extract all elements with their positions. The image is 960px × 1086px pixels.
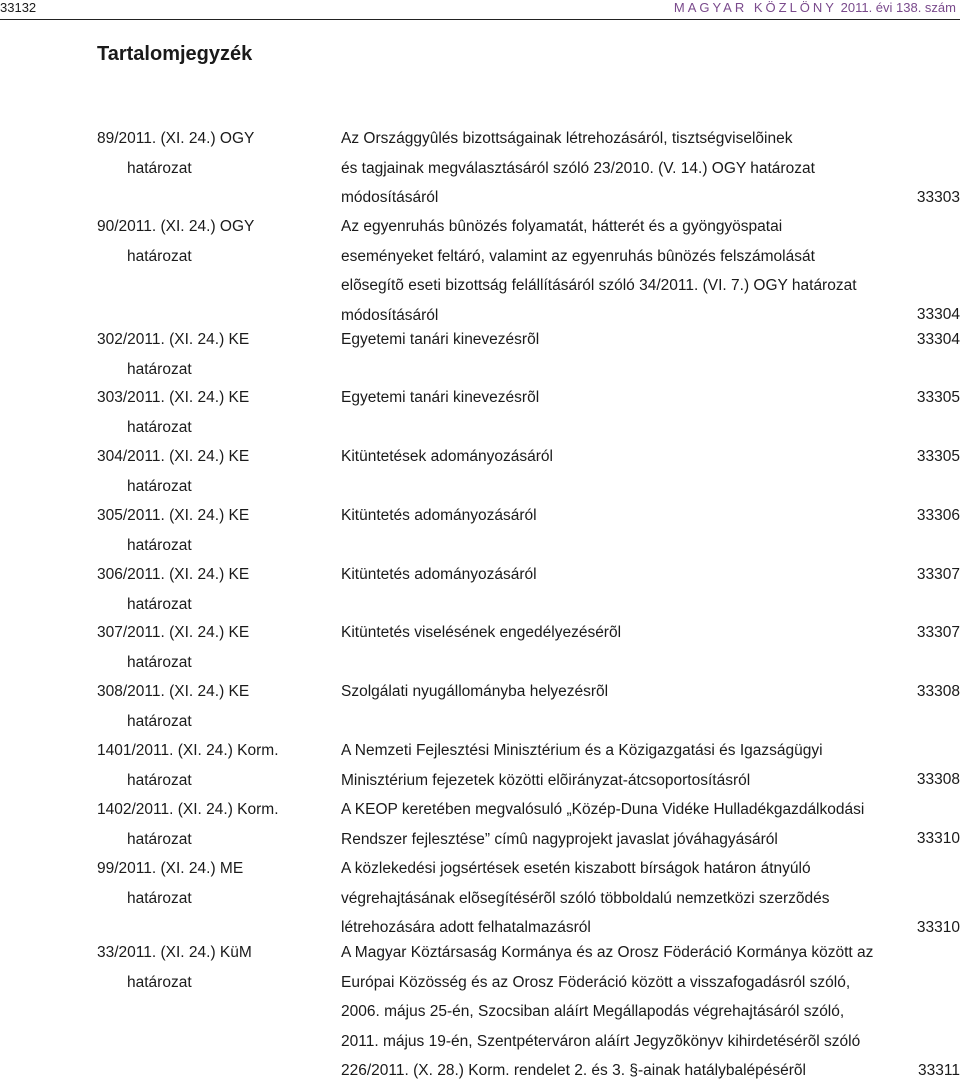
entry-reference	[97, 501, 317, 560]
entry-reference	[97, 736, 317, 795]
entry-description: A Magyar Köztársaság Kormánya és az Orosz Föderáció Kormánya között az Európai Közösség és az Orosz Föderáció között a visszafogadásról szóló, 2006. május 25-én, Szocsiban aláírt Megállapodás végrehajtásáról szóló, 2011. május 19-én, Szentpéterváron aláírt Jegyzõkönyv kihirdetésérõl szóló 226/2011. (X. 28.) Korm. rendelet 2. és 3. §-ainak hatálybalépésérõl	[341, 944, 874, 1079]
issue-info: 2011. évi 138. szám	[840, 0, 956, 15]
toc-entry	[97, 325, 960, 384]
entry-page: 33304	[916, 331, 960, 348]
entry-reference	[97, 560, 317, 619]
entry-reference	[97, 442, 317, 501]
toc-entry	[97, 501, 960, 560]
entry-kind: határozat	[127, 830, 192, 848]
toc-entry	[97, 938, 960, 1086]
entry-reference	[97, 938, 317, 997]
entry-page: 33305	[916, 448, 960, 465]
entry-kind: határozat	[127, 973, 192, 991]
page-header	[0, 0, 960, 20]
entry-number: 306/2011. (XI. 24.) KE	[97, 566, 250, 583]
entry-number: 305/2011. (XI. 24.) KE	[97, 507, 250, 524]
entry-description: Szolgálati nyugállományba helyezésrõl	[341, 683, 609, 700]
entry-number: 99/2011. (XI. 24.) ME	[97, 860, 244, 877]
entry-page: 33308	[916, 771, 960, 788]
entry-description: Kitüntetések adományozásáról	[341, 448, 553, 465]
entry-description: Az egyenruhás bûnözés folyamatát, hátterét és a gyöngyöspatai eseményeket feltáró, valamint az egyenruhás bûnözés felszámolását elõsegítõ eseti bizottság felállításáról szóló 34/2011. (VI. 7.) OGY határozat módosításáról	[341, 218, 857, 324]
toc-entry	[97, 124, 960, 213]
entry-kind: határozat	[127, 360, 192, 378]
entry-page: 33311	[918, 1062, 960, 1079]
entry-number: 1401/2011. (XI. 24.) Korm.	[97, 742, 279, 759]
page-title: Tartalomjegyzék	[97, 43, 253, 65]
entry-description: Az Országgyûlés bizottságainak létrehozásáról, tisztségviselõinek és tagjainak megválasztásáról szóló 23/2010. (V. 14.) OGY határozat módosításáról	[341, 130, 815, 206]
entry-kind: határozat	[127, 477, 192, 495]
entry-kind: határozat	[127, 653, 192, 671]
entry-description: A közlekedési jogsértések esetén kiszabott bírságok határon átnyúló végrehajtásának elõsegítésérõl szóló többoldalú nemzetközi szerzõdés létrehozására adott felhatalmazásról	[341, 860, 830, 936]
toc-entry	[97, 618, 960, 677]
entry-number: 302/2011. (XI. 24.) KE	[97, 331, 250, 348]
entry-page: 33303	[916, 189, 960, 206]
entry-number: 33/2011. (XI. 24.) KüM	[97, 944, 252, 961]
entry-number: 304/2011. (XI. 24.) KE	[97, 448, 250, 465]
entry-page: 33304	[916, 306, 960, 323]
entry-number: 303/2011. (XI. 24.) KE	[97, 389, 250, 406]
entry-description: A Nemzeti Fejlesztési Minisztérium és a Közigazgatási és Igazságügyi Minisztérium fejezetek közötti elõirányzat-átcsoportosításról	[341, 742, 823, 789]
running-title	[674, 0, 956, 16]
entry-reference	[97, 795, 317, 854]
entry-number: 90/2011. (XI. 24.) OGY	[97, 218, 255, 235]
toc-entry	[97, 442, 960, 501]
entry-reference	[97, 212, 317, 271]
entry-reference	[97, 854, 317, 913]
entry-kind: határozat	[127, 536, 192, 554]
entry-page: 33307	[916, 624, 960, 641]
toc-entry	[97, 212, 960, 330]
entry-description: A KEOP keretében megvalósuló „Közép-Duna Vidéke Hulladékgazdálkodási Rendszer fejlesztése” címû nagyprojekt javaslat jóváhagyásáról	[341, 801, 865, 848]
entry-number: 308/2011. (XI. 24.) KE	[97, 683, 250, 700]
journal-title: MAGYAR KÖZLÖNY	[673, 0, 837, 15]
toc-entry	[97, 383, 960, 442]
entry-description: Kitüntetés adományozásáról	[341, 566, 537, 583]
entry-number: 1402/2011. (XI. 24.) Korm.	[97, 801, 279, 818]
entry-reference	[97, 677, 317, 736]
entry-description: Kitüntetés viselésének engedélyezésérõl	[341, 624, 622, 641]
toc-entry	[97, 677, 960, 736]
toc-entry	[97, 560, 960, 619]
toc-entry	[97, 795, 960, 854]
entry-reference	[97, 383, 317, 442]
entry-page: 33305	[916, 389, 960, 406]
entry-description: Kitüntetés adományozásáról	[341, 507, 537, 524]
entry-kind: határozat	[127, 712, 192, 730]
entry-reference	[97, 618, 317, 677]
entry-kind: határozat	[127, 247, 192, 265]
entry-description: Egyetemi tanári kinevezésrõl	[341, 331, 540, 348]
entry-kind: határozat	[127, 889, 192, 907]
entry-reference	[97, 325, 317, 384]
entry-page: 33310	[916, 919, 960, 936]
entry-page: 33306	[916, 507, 960, 524]
entry-reference	[97, 124, 317, 183]
entry-kind: határozat	[127, 159, 192, 177]
entry-description: Egyetemi tanári kinevezésrõl	[341, 389, 540, 406]
header-rule	[0, 19, 960, 20]
entry-kind: határozat	[127, 595, 192, 613]
page-number: 33132	[0, 0, 37, 15]
toc-entry	[97, 736, 960, 795]
entry-page: 33308	[916, 683, 960, 700]
entry-kind: határozat	[127, 771, 192, 789]
entry-number: 89/2011. (XI. 24.) OGY	[97, 130, 255, 147]
entry-page: 33310	[916, 830, 960, 847]
toc-entry	[97, 854, 960, 943]
entry-page: 33307	[916, 566, 960, 583]
entry-number: 307/2011. (XI. 24.) KE	[97, 624, 250, 641]
entry-kind: határozat	[127, 418, 192, 436]
